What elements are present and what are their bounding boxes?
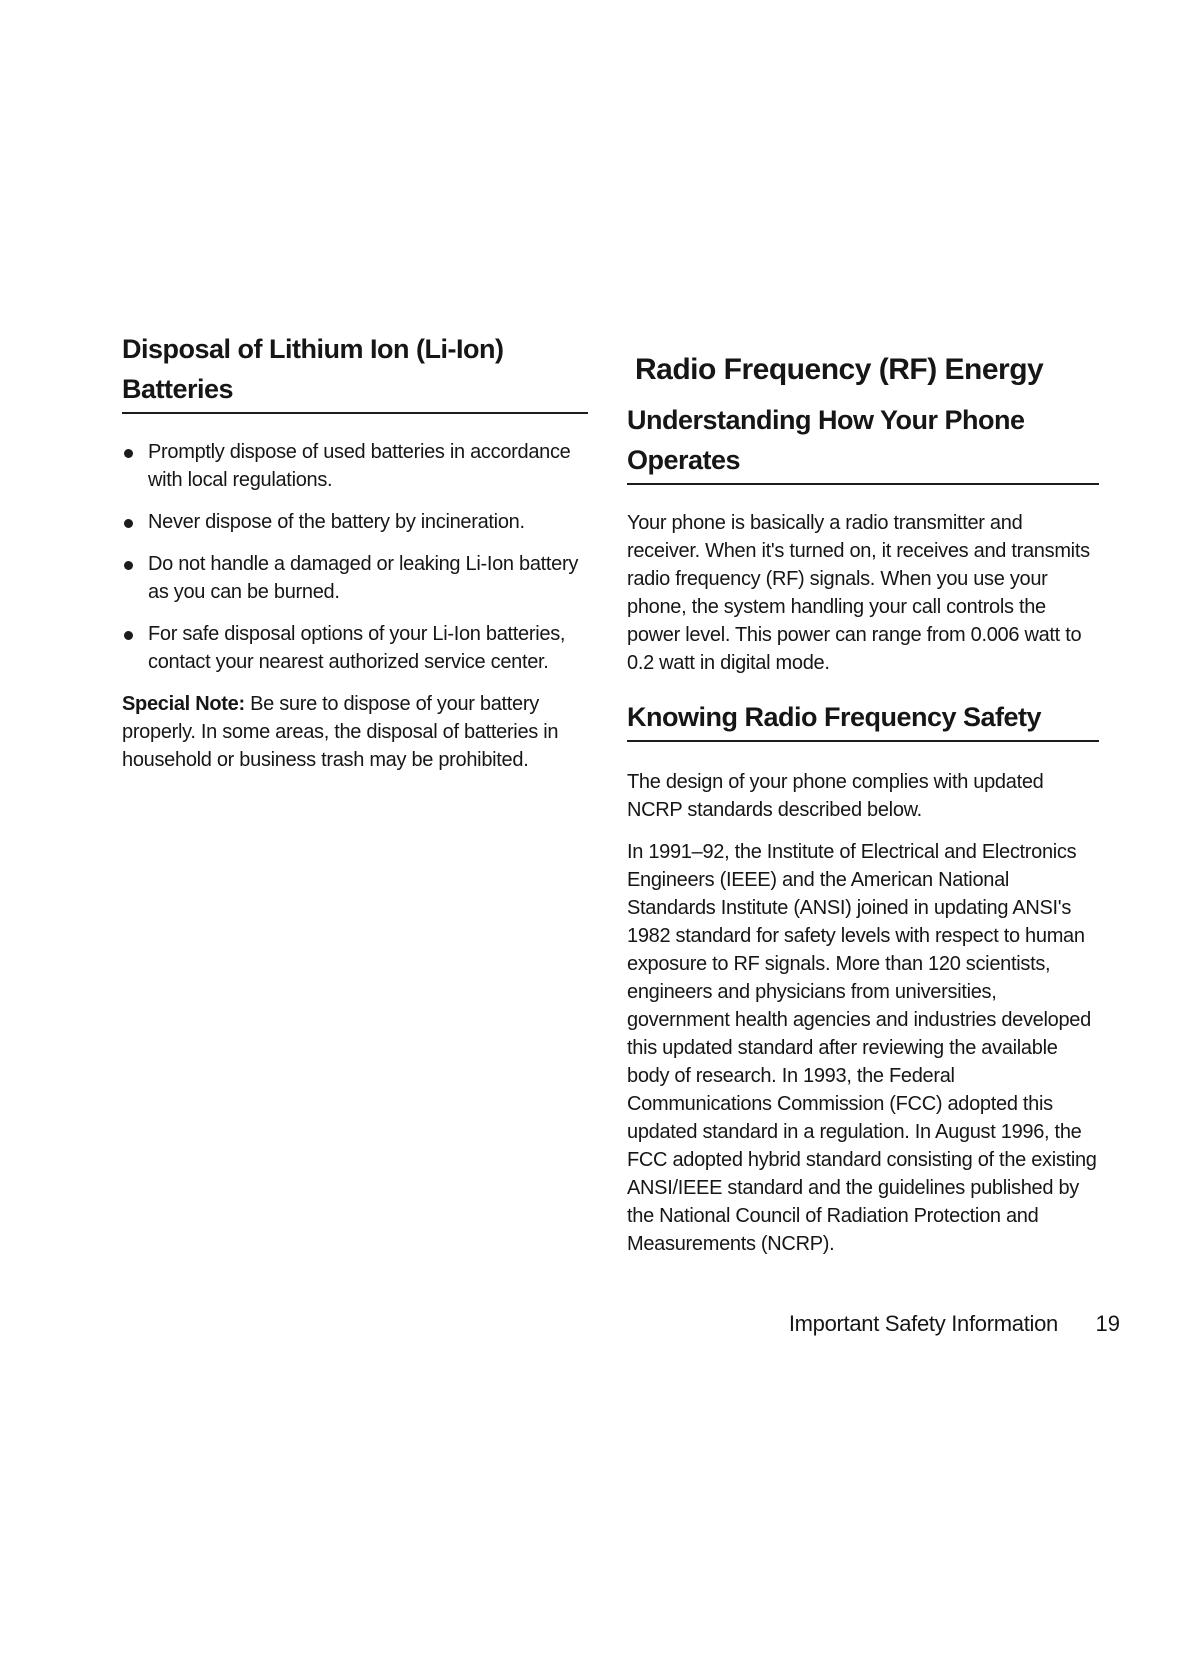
list-item (122, 620, 588, 676)
list-item (122, 508, 588, 536)
paragraph-ncrp-compliance: The design of your phone complies with updated NCRP standards described below. (627, 771, 1044, 821)
bullet-icon (124, 631, 133, 640)
list-item-text: Promptly dispose of used batteries in accordance with local regulations. (148, 441, 571, 491)
special-note-text: Be sure to dispose of your battery properly. In some areas, the disposal of batteries in household or business trash may be prohibited. (122, 693, 559, 771)
heading-rf-safety: Knowing Radio Frequency Safety (627, 697, 1099, 742)
paragraph-standards-history: In 1991–92, the Institute of Electrical and Electronics Engineers (IEEE) and the American National Standards Institute (ANSI) joined in updating ANSI's 1982 standard for safety levels with respect to human exposure to RF signals. More than 120 scientists, engineers and physicians from universities, government health agencies and industries developed this updated standard after reviewing the available body of research. In 1993, the Federal Communications Commission (FCC) adopted this updated standard in a regulation. In August 1996, the FCC adopted hybrid standard consisting of the existing ANSI/IEEE standard and the guidelines published by the National Council of Radiation Protection and Measurements (NCRP). (627, 841, 1097, 1255)
list-item-text: Never dispose of the battery by incineration. (148, 511, 525, 533)
page-number: 19 (1095, 1311, 1120, 1336)
paragraph-phone-operation: Your phone is basically a radio transmitter and receiver. When it's turned on, it receives and transmits radio frequency (RF) signals. When you use your phone, the system handling your call controls the power level. This power can range from 0.006 watt to 0.2 watt in digital mode. (627, 512, 1090, 674)
heading-li-ion-disposal: Disposal of Lithium Ion (Li-Ion) Batteries (122, 329, 588, 414)
heading-understanding-phone: Understanding How Your Phone Operates (627, 400, 1099, 485)
list-item (122, 438, 588, 494)
left-column (122, 329, 588, 774)
list-item (122, 550, 588, 606)
bullet-icon (124, 449, 133, 458)
list-item-text: Do not handle a damaged or leaking Li-Ion battery as you can be burned. (148, 553, 579, 603)
bullet-icon (124, 519, 133, 528)
right-column (627, 350, 1099, 1258)
footer-title: Important Safety Information (788, 1311, 1058, 1336)
page-footer (0, 1311, 1120, 1343)
section-title-rf-energy: Radio Frequency (RF) Energy (635, 353, 1044, 386)
special-note-label: Special Note: (122, 693, 245, 715)
list-item-text: For safe disposal options of your Li-Ion batteries, contact your nearest authorized service center. (148, 623, 566, 673)
disposal-bullet-list (122, 438, 588, 676)
special-note (122, 690, 588, 774)
bullet-icon (124, 561, 133, 570)
